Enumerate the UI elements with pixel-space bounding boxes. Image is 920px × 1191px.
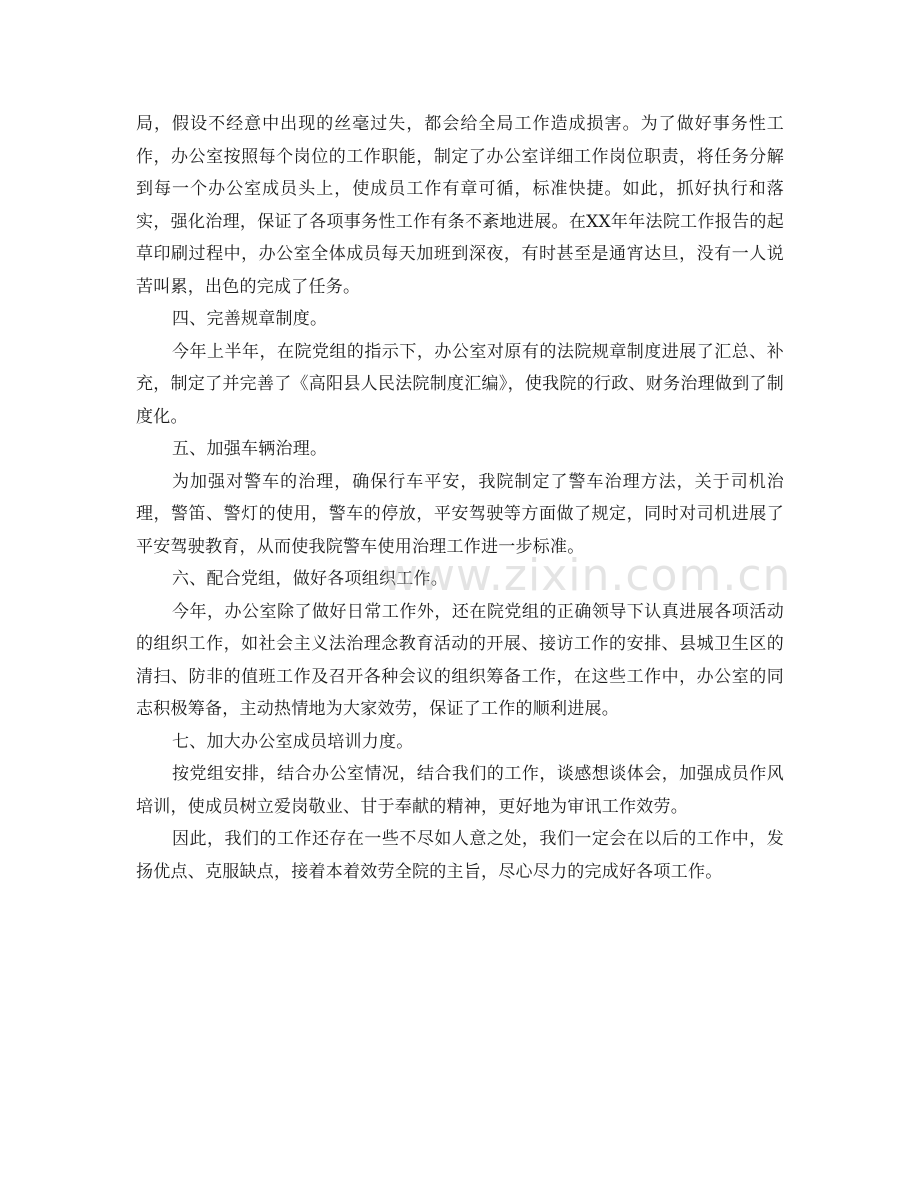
section-heading-6: 六、配合党组，做好各项组织工作。 xyxy=(172,569,448,589)
paragraph-section-4: 今年上半年，在院党组的指示下，办公室对原有的法院规章制度进展了汇总、补充，制定了并完善了《高阳县人民法院制度汇编》，使我院的行政、财务治理做到了制度化。 xyxy=(136,341,784,427)
paragraph-section-5: 为加强对警车的治理，确保行车平安，我院制定了警车治理方法，关于司机治理，警笛、警灯的使用，警车的停放，平安驾驶等方面做了规定，同时对司机进展了平安驾驶教育，从而使我院警车使用治理工作进一步标准。 xyxy=(136,471,784,557)
paragraph-section-6: 今年，办公室除了做好日常工作外，还在院党组的正确领导下认真进展各项活动的组织工作，如社会主义法治理念教育活动的开展、接访工作的安排、县城卫生区的清扫、防非的值班工作及召开各种会议的组织筹备工作，在这些工作中，办公室的同志积极筹备，主动热情地为大家效劳，保证了工作的顺利进展。 xyxy=(136,601,784,719)
document-body xyxy=(136,108,784,888)
section-heading-7: 七、加大办公室成员培训力度。 xyxy=(172,731,414,752)
section-heading-4: 四、完善规章制度。 xyxy=(172,309,328,329)
paragraph-conclusion: 因此，我们的工作还存在一些不尽如人意之处，我们一定会在以后的工作中，发扬优点、克服缺点，接着本着效劳全院的主旨，尽心尽力的完成好各项工作。 xyxy=(136,829,784,882)
paragraph-continuation: 局，假设不经意中出现的丝毫过失，都会给全局工作造成损害。为了做好事务性工作，办公室按照每个岗位的工作职能，制定了办公室详细工作岗位职责，将任务分解到每一个办公室成员头上，使成员工作有章可循，标准快捷。如此，抓好执行和落实，强化治理，保证了各项事务性工作有条不紊地进展。在XX年年法院工作报告的起草印刷过程中，办公室全体成员每天加班到深夜，有时甚至是通宵达旦，没有一人说苦叫累，出色的完成了任务。 xyxy=(136,114,784,297)
watermark-text: www.zixin.com.cn xyxy=(382,550,792,601)
paragraph-section-7: 按党组安排，结合办公室情况，结合我们的工作，谈感想谈体会，加强成员作风培训，使成员树立爱岗敬业、甘于奉献的精神，更好地为审讯工作效劳。 xyxy=(136,764,784,817)
section-heading-5: 五、加强车辆治理。 xyxy=(172,439,328,459)
